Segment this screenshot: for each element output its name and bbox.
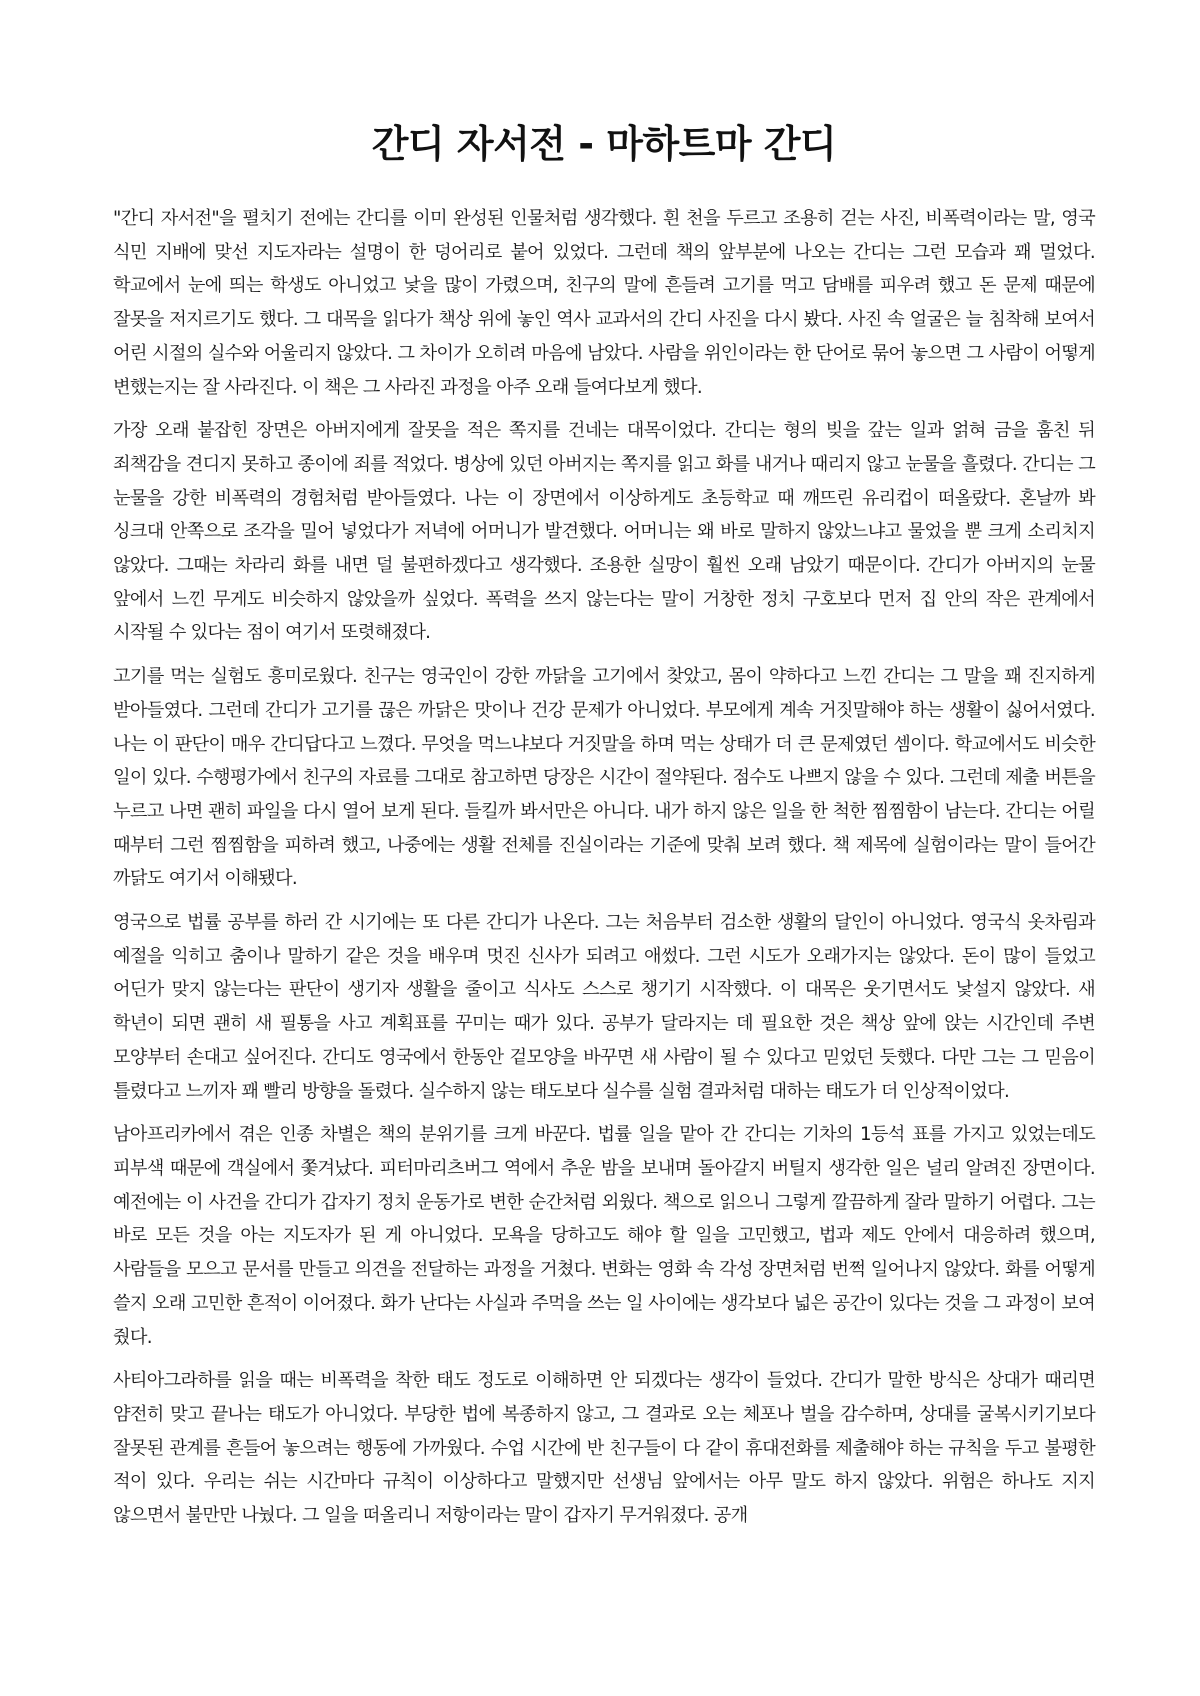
paragraph: 남아프리카에서 겪은 인종 차별은 책의 분위기를 크게 바꾼다. 법률 일을 맡아 간 간디는 기차의 1등석 표를 가지고 있었는데도 피부색 때문에 객실에서 쫓겨났다. 피터마리츠버그 역에서 추운 밤을 보내며 돌아갈지 버틸지 생각한 일은 널리 알려진 장면이다. 예전에는 이 사건을 간디가 갑자기 정치 운동가로 변한 순간처럼 외웠다. 책으로 읽으니 그렇게 깔끔하게 잘라 말하기 어렵다. 그는 바로 모든 것을 아는 지도자가 된 게 아니었다. 모욕을 당하고도 해야 할 일을 고민했고, 법과 제도 안에서 대응하려 했으며, 사람들을 모으고 문서를 만들고 의견을 전달하는 과정을 거쳤다. 변화는 영화 속 각성 장면처럼 번쩍 일어나지 않았다. 화를 어떻게 쓸지 오래 고민한 흔적이 이어졌다. 화가 난다는 사실과 주먹을 쓰는 일 사이에는 생각보다 넓은 공간이 있다는 것을 그 과정이 보여 줬다. — [113, 1124, 1095, 1348]
paragraph: 사티아그라하를 읽을 때는 비폭력을 착한 태도 정도로 이해하면 안 되겠다는 생각이 들었다. 간디가 말한 방식은 상대가 때리면 얌전히 맞고 끝나는 태도가 아니었다. 부당한 법에 복종하지 않고, 그 결과로 오는 체포나 벌을 감수하며, 상대를 굴복시키기보다 잘못된 관계를 흔들어 놓으려는 행동에 가까웠다. 수업 시간에 반 친구들이 다 같이 휴대전화를 제출해야 하는 규칙을 두고 불평한 적이 있다. 우리는 쉬는 시간마다 규칙이 이상하다고 말했지만 선생님 앞에서는 아무 말도 하지 않았다. 위험은 하나도 지지 않으면서 불만만 나눴다. 그 일을 떠올리니 저항이라는 말이 갑자기 무거워졌다. 공개 — [113, 1370, 1095, 1527]
paragraph: 가장 오래 붙잡힌 장면은 아버지에게 잘못을 적은 쪽지를 건네는 대목이었다. 간디는 형의 빚을 갚는 일과 얽혀 금을 훔친 뒤 죄책감을 견디지 못하고 종이에 죄를 적었다. 병상에 있던 아버지는 쪽지를 읽고 화를 내거나 때리지 않고 눈물을 흘렸다. 간디는 그 눈물을 강한 비폭력의 경험처럼 받아들였다. 나는 이 장면에서 이상하게도 초등학교 때 깨뜨린 유리컵이 떠올랐다. 혼날까 봐 싱크대 안쪽으로 조각을 밀어 넣었다가 저녁에 어머니가 발견했다. 어머니는 왜 바로 말하지 않았느냐고 물었을 뿐 크게 소리치지 않았다. 그때는 차라리 화를 내면 덜 불편하겠다고 생각했다. 조용한 실망이 훨씬 오래 남았기 때문이다. 간디가 아버지의 눈물 앞에서 느낀 무게도 비슷하지 않았을까 싶었다. 폭력을 쓰지 않는다는 말이 거창한 정치 구호보다 먼저 집 안의 작은 관계에서 시작될 수 있다는 점이 여기서 또렷해졌다. — [113, 420, 1095, 644]
paragraph: "간디 자서전"을 펼치기 전에는 간디를 이미 완성된 인물처럼 생각했다. 흰 천을 두르고 조용히 걷는 사진, 비폭력이라는 말, 영국 식민 지배에 맞선 지도자라는 설명이 한 덩어리로 붙어 있었다. 그런데 책의 앞부분에 나오는 간디는 그런 모습과 꽤 멀었다. 학교에서 눈에 띄는 학생도 아니었고 낯을 많이 가렸으며, 친구의 말에 흔들려 고기를 먹고 담배를 피우려 했고 돈 문제 때문에 잘못을 저지르기도 했다. 그 대목을 읽다가 책상 위에 놓인 역사 교과서의 간디 사진을 다시 봤다. 사진 속 얼굴은 늘 침착해 보여서 어린 시절의 실수와 어울리지 않았다. 그 차이가 오히려 마음에 남았다. 사람을 위인이라는 한 단어로 묶어 놓으면 그 사람이 어떻게 변했는지는 잘 사라진다. 이 책은 그 사라진 과정을 아주 오래 들여다보게 했다. — [113, 208, 1095, 398]
document-title: 간디 자서전 - 마하트마 간디 — [371, 122, 837, 166]
paragraph: 영국으로 법률 공부를 하러 간 시기에는 또 다른 간디가 나온다. 그는 처음부터 검소한 생활의 달인이 아니었다. 영국식 옷차림과 예절을 익히고 춤이나 말하기 같은 것을 배우며 멋진 신사가 되려고 애썼다. 그런 시도가 오래가지는 않았다. 돈이 많이 들었고 어딘가 맞지 않는다는 판단이 생기자 생활을 줄이고 식사도 스스로 챙기기 시작했다. 이 대목은 웃기면서도 낯설지 않았다. 새 학년이 되면 괜히 새 필통을 사고 계획표를 꾸미는 때가 있다. 공부가 달라지는 데 필요한 것은 책상 앞에 앉는 시간인데 주변 모양부터 손대고 싶어진다. 간디도 영국에서 한동안 겉모양을 바꾸면 새 사람이 될 수 있다고 믿었던 듯했다. 다만 그는 그 믿음이 틀렸다고 느끼자 꽤 빨리 방향을 돌렸다. 실수하지 않는 태도보다 실수를 실험 결과처럼 대하는 태도가 더 인상적이었다. — [113, 912, 1095, 1102]
paragraph: 고기를 먹는 실험도 흥미로웠다. 친구는 영국인이 강한 까닭을 고기에서 찾았고, 몸이 약하다고 느낀 간디는 그 말을 꽤 진지하게 받아들였다. 그런데 간디가 고기를 끊은 까닭은 맛이나 건강 문제가 아니었다. 부모에게 계속 거짓말해야 하는 생활이 싫어서였다. 나는 이 판단이 매우 간디답다고 느꼈다. 무엇을 먹느냐보다 거짓말을 하며 먹는 상태가 더 큰 문제였던 셈이다. 학교에서도 비슷한 일이 있다. 수행평가에서 친구의 자료를 그대로 참고하면 당장은 시간이 절약된다. 점수도 나쁘지 않을 수 있다. 그런데 제출 버튼을 누르고 나면 괜히 파일을 다시 열어 보게 된다. 들킬까 봐서만은 아니다. 내가 하지 않은 일을 한 척한 찜찜함이 남는다. 간디는 어릴 때부터 그런 찜찜함을 피하려 했고, 나중에는 생활 전체를 진실이라는 기준에 맞춰 보려 했다. 책 제목에 실험이라는 말이 들어간 까닭도 여기서 이해됐다. — [113, 666, 1095, 890]
